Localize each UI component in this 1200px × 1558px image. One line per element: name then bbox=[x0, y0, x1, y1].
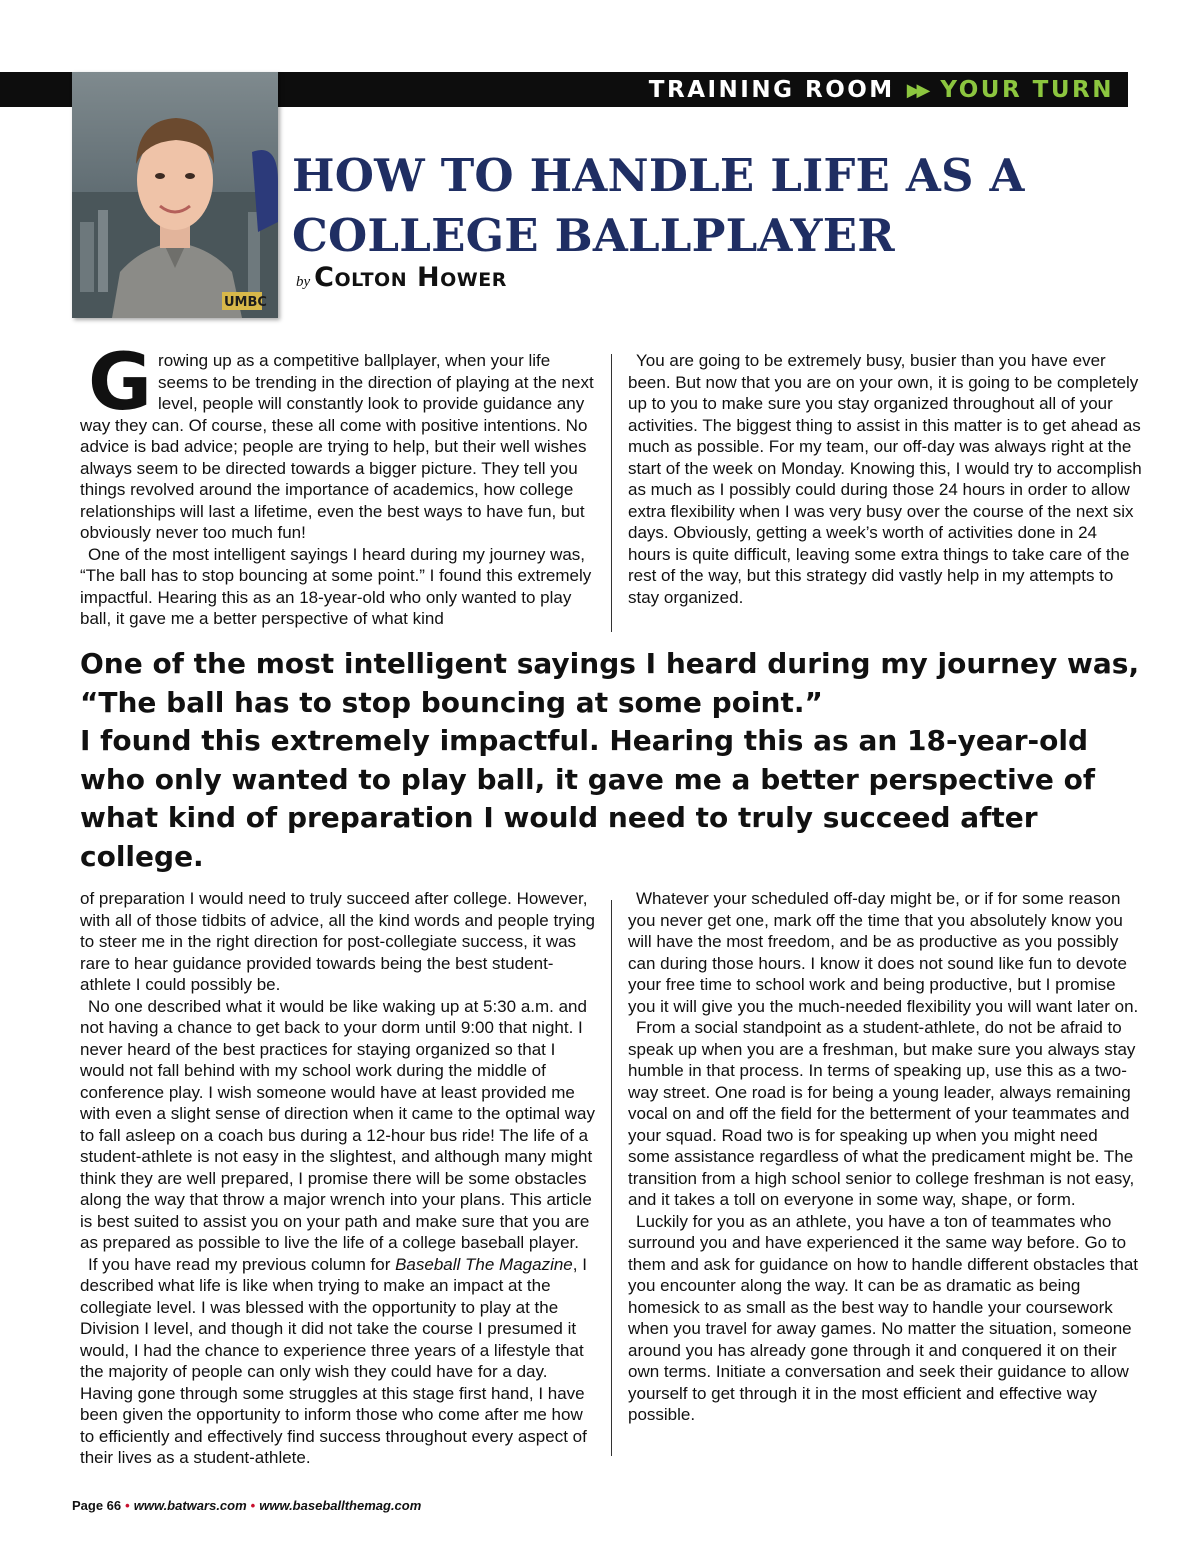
paragraph: Whatever your scheduled off-day might be, or if for some reason you never get one, mark off the time that you absolutely know you will have the most freedom, and be as productive as you possibly can during those hours. I know it does not sound like fun to devote your free time to school work and being productive, but I promise you it will give you the much-needed flexibility you will want later on. bbox=[628, 889, 1139, 1016]
paragraph bbox=[80, 338, 595, 544]
author-photo bbox=[72, 72, 278, 318]
page-footer bbox=[72, 1498, 421, 1513]
svg-text:UMBC: UMBC bbox=[224, 295, 267, 310]
pull-quote bbox=[80, 645, 1160, 876]
bullet-icon: • bbox=[250, 1498, 256, 1513]
byline bbox=[296, 262, 507, 293]
paragraph: of preparation I would need to truly succeed after college. However, with all of those tidbits of advice, all the kind words and people trying to steer me in the right direction for post-collegiate success, it was rare to hear guidance provided towards being the best student-athlete I could possibly be. bbox=[80, 889, 596, 994]
author-name: Colton Hower bbox=[314, 262, 507, 293]
footer-link-batwars[interactable]: www.batwars.com bbox=[133, 1498, 247, 1513]
paragraph bbox=[80, 1254, 595, 1469]
paragraph: One of the most intelligent sayings I heard during my journey was, “The ball has to stop bouncing at some point.” I found this extremely impactful. Hearing this as an 18-year-old who only wanted to play ball, it gave me a better perspective of what kind bbox=[80, 544, 592, 628]
bullet-icon: • bbox=[125, 1498, 130, 1513]
section-label bbox=[649, 72, 1114, 107]
subsection-name: YOUR TURN bbox=[940, 77, 1114, 103]
paragraph: Luckily for you as an athlete, you have a ton of teammates who surround you and have experienced it the same way before. Go to them and ask for guidance on how to handle different obstacles that you encounter along the way. It can be as dramatic as being homesick to as small as the best way to handle your coursework when you travel for away games. No matter the situation, someone around you has already gone through it and conquered it on their own terms. Initiate a conversation and seek their guidance to allow yourself to get through it in the most efficient and effective way possible. bbox=[628, 1211, 1139, 1424]
page-number: Page 66 bbox=[72, 1498, 122, 1513]
column-divider bbox=[611, 354, 612, 632]
paragraph-text: , I described what life is like when trying to make an impact at the collegiate level. I was blessed with the opportunity to play at the Division I level, and though it did not take the course I presumed it would, I had the chance to experience three years of a lifestyle that the majority of people can only wish they could have for a day. Having gone through some struggles at this stage first hand, I have been given the opportunity to inform those who come after me how to efficiently and effectively find success throughout every aspect of their lives as a student-athlete. bbox=[80, 1254, 587, 1467]
paragraph: No one described what it would be like waking up at 5:30 a.m. and not having a chance to get back to your dorm until 9:00 that night. I never heard of the best practices for staying organized so that I would not fall behind with my school work during the middle of conference play. I wish someone would have at least provided me with even a slight sense of direction when it came to the optimal way to fall asleep on a coach bus during a 12-hour bus ride! The life of a student-athlete is not easy in the slightest, and although many might think they are well prepared, I promise there will be some obstacles along the way that throw a major wrench into your plans. This article is best suited to assist you on your path and make sure that you are as prepared as possible to live the life of a college baseball player. bbox=[80, 996, 595, 1252]
byline-prefix: by bbox=[296, 274, 311, 290]
paragraph: From a social standpoint as a student-athlete, do not be afraid to speak up when you are a freshman, but make sure you always stay humble in that process. In terms of speaking up, use this as a two-way street. One road is for being a young leader, always remaining vocal on and off the field for the betterment of your teammates and your squad. Road two is for speaking up when you might need some assistance regardless of what the predicament might be. The transition from a high school senior to college freshman is not easy, and it takes a toll on everyone in some way, shape, or form. bbox=[628, 1018, 1136, 1209]
article-title: HOW TO HANDLE LIFE AS A COLLEGE BALLPLAYER bbox=[292, 149, 1025, 262]
column-divider bbox=[611, 900, 612, 1456]
author-portrait-image bbox=[72, 72, 278, 318]
pull-quote-line: “The ball has to stop bouncing at some point.” bbox=[80, 685, 823, 719]
pull-quote-line: One of the most intelligent sayings I heard during my journey was, bbox=[80, 647, 1140, 680]
article-column-2 bbox=[628, 350, 1143, 608]
section-name: TRAINING ROOM bbox=[648, 77, 895, 103]
paragraph-text: If you have read my previous column for bbox=[88, 1254, 396, 1274]
article-column-1 bbox=[80, 338, 595, 630]
article-column-3 bbox=[80, 888, 595, 1469]
paragraph: You are going to be extremely busy, busier than you have ever been. But now that you are on your own, it is going to be completely up to you to make sure you stay organized throughout all of your activities. The biggest thing to assist in this matter is to get ahead as much as possible. For my team, our off-day was always right at the start of the week on Monday. Knowing this, I would try to accomplish as much as I possibly could during those 24 hours in order to allow extra flexibility when I was very busy over the course of the next six days. Obviously, getting a week’s worth of activities done in 24 hours is quite difficult, leaving some extra things to take care of the rest of the way, but this strategy did vastly help in my attempts to stay organized. bbox=[628, 351, 1142, 607]
footer-link-baseballthemag[interactable]: www.baseballthemag.com bbox=[259, 1498, 422, 1513]
publication-title: Baseball The Magazine bbox=[395, 1254, 573, 1274]
paragraph-text: rowing up as a competitive ballplayer, when your life seems to be trending in the direction of playing at the next level, people will constantly look to provide guidance any way they can. Of course, these all come with positive intentions. No advice is bad advice; people are trying to help, but their well wishes always seem to be directed towards a bigger picture. They tell you things revolved around the importance of academics, how college relationships will last a lifetime, even the best ways to have fun, but obviously never too much fun! bbox=[80, 351, 594, 542]
pull-quote-line: I found this extremely impactful. Hearing this as an 18-year-old who only wanted to play ball, it gave me a better perspective of what kind of preparation I would need to truly succeed after college. bbox=[80, 724, 1096, 873]
article-column-4 bbox=[628, 888, 1143, 1426]
drop-cap: G bbox=[88, 338, 153, 428]
double-chevron-right-icon: ▶▶ bbox=[906, 80, 927, 101]
